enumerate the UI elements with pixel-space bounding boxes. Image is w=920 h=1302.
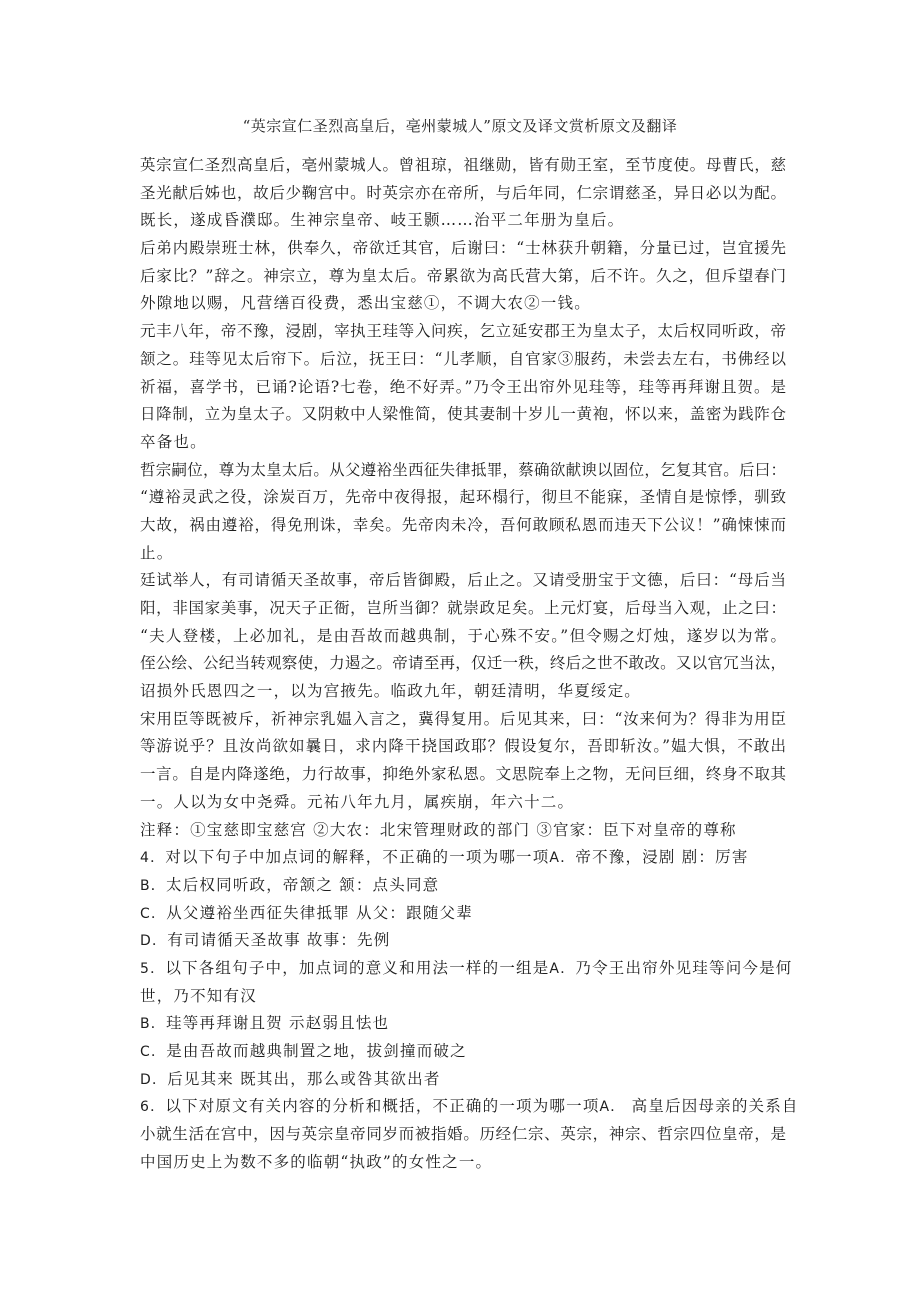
passage-line: 宋用臣等既被斥，祈神宗乳媪入言之，冀得复用。后见其来，曰：“汝来何为？得非为用臣 xyxy=(140,709,786,728)
question-6-option-a-cont xyxy=(140,1149,786,1177)
question-5-option-c xyxy=(140,1038,786,1066)
passage-line: 后弟内殿崇班士林，供奉久，帝欲迁其官，后谢曰：“士林获升朝籍，分量已过，岂宜援先 xyxy=(140,239,786,258)
option-label: D． xyxy=(140,933,168,950)
passage-line: 等游说乎？且汝尚欲如曩日，求内降干挠国政耶？假设复尔，吾即斩汝。”媪大惧，不敢出 xyxy=(140,737,786,756)
passage-line: “夫人登楼，上必加礼，是由吾故而越典制，于心殊不安。”但令赐之灯烛，遂岁以为常。 xyxy=(140,626,786,645)
passage-line: 颔之。珪等见太后帘下。后泣，抚王曰：“儿孝顺，自官家③服药，未尝去左右，书佛经以 xyxy=(140,349,786,368)
option-text: 是由吾故而越典制置之地，拔剑撞而破之 xyxy=(166,1042,467,1060)
option-text: 乃令王出帘外见珪等问今是何 xyxy=(575,958,793,977)
question-4-option-c xyxy=(140,900,786,928)
document-body xyxy=(140,152,799,1176)
option-text: 世，乃不知有汉 xyxy=(140,986,257,1005)
passage-line: 哲宗嗣位，尊为太皇太后。从父遵裕坐西征失律抵罪，蔡确欲献谀以固位，乞复其官。后曰： xyxy=(140,460,786,479)
option-label: A． xyxy=(549,960,576,977)
passage-line: 祈福，喜学书，已诵?论语?七卷，绝不好弄。”乃令王出帘外见珪等，珪等再拜谢且贺。是 xyxy=(140,377,786,396)
passage-line: 日降制，立为皇太子。又阴敕中人梁惟简，使其妻制十岁儿一黄袍，怀以来，盖密为践阼仓 xyxy=(140,405,786,424)
document-title: “英宗宣仁圣烈高皇后，亳州蒙城人”原文及译文赏析原文及翻译 xyxy=(242,117,678,135)
option-text: 中国历史上为数不多的临朝“执政”的女性之一。 xyxy=(140,1152,493,1171)
passage-line: 元丰八年，帝不豫，浸剧，宰执王珪等入问疾，乞立延安郡王为皇太子，太后权同听政，帝 xyxy=(140,322,786,341)
question-5-option-d xyxy=(140,1066,786,1094)
option-text: 从父遵裕坐西征失律抵罪 从父：跟随父辈 xyxy=(166,903,473,922)
question-4-option-d xyxy=(140,927,786,955)
option-text: 太后权同听政，帝颔之 颔：点头同意 xyxy=(166,875,440,894)
option-text: 小就生活在宫中，因与英宗皇帝同岁而被指婚。历经仁宗、英宗，神宗、哲宗四位皇帝，是 xyxy=(140,1125,786,1144)
question-5-option-b xyxy=(140,1010,786,1038)
question-text: 以下对原文有关内容的分析和概括，不正确的一项为哪一项 xyxy=(165,1097,600,1116)
option-text: 后见其来 既其出，那么或咎其欲出者 xyxy=(167,1069,441,1088)
passage-line: 诏损外氏恩四之一，以为宫掖先。临政九年，朝廷清明，华夏绥定。 xyxy=(140,682,642,701)
question-number: 6． xyxy=(140,1099,166,1116)
passage-line: 既长，遂成昏濮邸。生神宗皇帝、岐王颢……治平二年册为皇后。 xyxy=(140,211,625,230)
passage-line: 一言。自是内降遂绝，力行故事，抑绝外家私恩。文思院奉上之物，无问巨细，终身不取其 xyxy=(140,765,786,784)
passage-line: 外隙地以赐，凡营缮百役费，悉出宝慈①，不调大农②一钱。 xyxy=(140,294,591,313)
question-text: 对以下句子中加点词的解释，不正确的一项为哪一项 xyxy=(165,848,550,867)
question-number: 5． xyxy=(140,960,166,977)
option-label: B． xyxy=(140,877,167,894)
passage-line: 阳，非国家美事，况天子正衙，岂所当御？就崇政足矣。上元灯宴，后母当入观，止之曰： xyxy=(140,599,786,617)
question-5-stem xyxy=(140,955,793,983)
passage-line: “遵裕灵武之役，涂炭百万，先帝中夜得报，起环榻行，彻旦不能寐，圣情自是惊悸，驯致 xyxy=(140,488,786,507)
question-6-option-a-cont xyxy=(140,1121,786,1149)
passage-line: 一。人以为女中尧舜。元祐八年九月，属疾崩，年六十二。 xyxy=(140,792,575,811)
option-text: 珪等再拜谢且贺 示赵弱且怯也 xyxy=(166,1014,390,1033)
passage-line: 后家比？”辞之。神宗立，尊为皇太后。帝累欲为高氏营大第，后不许。久之，但斥望春门 xyxy=(140,266,786,285)
option-label: D． xyxy=(140,1071,168,1088)
passage-line: 卒备也。 xyxy=(140,432,207,451)
passage-line: 侄公绘、公纪当转观察使，力遏之。帝请至再，仅迁一秩，终后之世不敢改。又以官冗当汰， xyxy=(140,654,786,673)
option-label: A． xyxy=(549,850,576,867)
passage-line: 止。 xyxy=(140,543,174,562)
question-number: 4． xyxy=(140,850,166,867)
passage-line: 廷试举人，有司请循天圣故事，帝后皆御殿，后止之。又请受册宝于文德，后曰：“母后当 xyxy=(140,571,786,590)
question-4-option-b xyxy=(140,872,786,900)
option-label: B． xyxy=(140,1016,167,1033)
passage-line: 大故，祸由遵裕，得免刑诛，幸矣。先帝肉未冷，吾何敢顾私恩而违天下公议！”确悚悚而 xyxy=(140,515,786,534)
question-6-stem xyxy=(140,1093,799,1121)
option-text: 高皇后因母亲的关系自 xyxy=(625,1097,799,1116)
annotation-notes: 注释：①宝慈即宝慈宫 ②大农：北宋管理财政的部门 ③官家：臣下对皇帝的尊称 xyxy=(140,820,737,839)
option-label: C． xyxy=(140,1044,167,1060)
passage-line: 圣光献后姊也，故后少鞠宫中。时英宗亦在帝所，与后年同，仁宗谓慈圣，异日必以为配。 xyxy=(140,183,786,202)
question-4-stem xyxy=(140,844,786,872)
passage-line: 英宗宣仁圣烈高皇后，亳州蒙城人。曾祖琼，祖继勋，皆有勋王室，至节度使。母曹氏，慈 xyxy=(140,156,786,174)
question-text: 以下各组句子中，加点词的意义和用法一样的一组是 xyxy=(165,958,550,977)
option-label: C． xyxy=(140,905,167,922)
option-text: 有司请循天圣故事 故事：先例 xyxy=(167,931,391,950)
option-text: 帝不豫，浸剧 剧：厉害 xyxy=(575,848,749,867)
question-5-option-a-cont xyxy=(140,983,786,1011)
option-label: A． xyxy=(599,1099,626,1116)
